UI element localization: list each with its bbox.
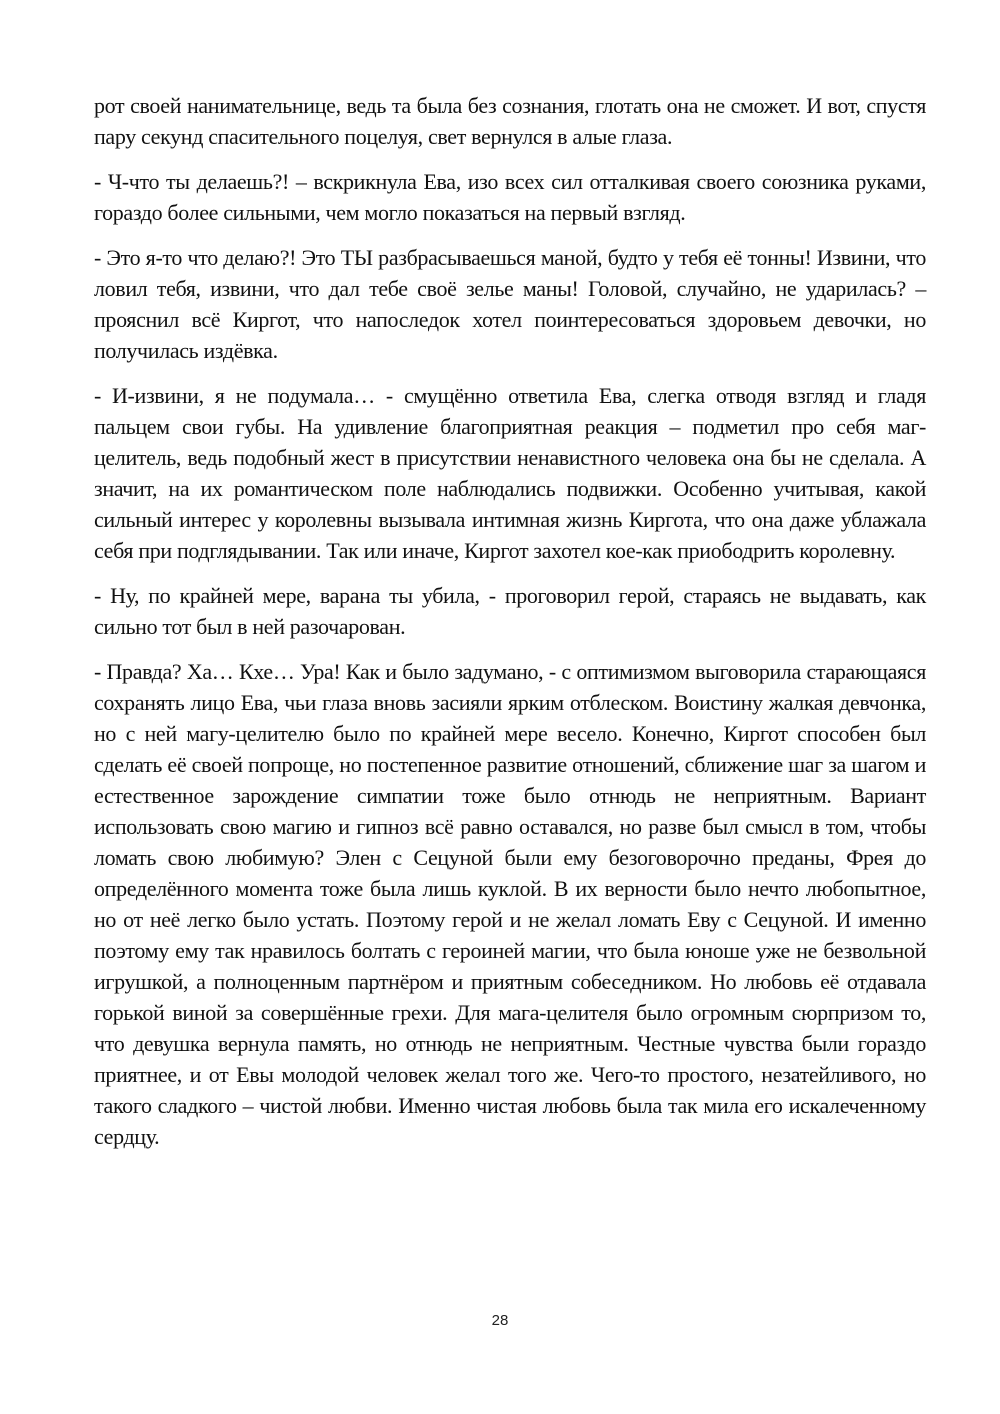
paragraph-1: рот своей нанимательнице, ведь та была без сознания, глотать она не сможет. И вот, спустя пару секунд спасительного поцелуя, свет вернулся в алые глаза.	[94, 93, 926, 149]
paragraph-4: - И-извини, я не подумала… - смущённо ответила Ева, слегка отводя взгляд и гладя пальцем свои губы. На удивление благоприятная реакция – подметил про себя маг-целитель, ведь подобный жест в присутствии ненавистного человека она бы не сделала. А значит, на их романтическом поле наблюдались подвижки. Особенно учитывая, какой сильный интерес у королевны вызывала интимная жизнь Киргота, что она даже ублажала себя при подглядывании. Так или иначе, Киргот захотел кое-как приободрить королевну.	[94, 383, 926, 563]
page-body-text	[94, 90, 926, 1152]
paragraph-6: - Правда? Ха… Кхе… Ура! Как и было задумано, - с оптимизмом выговорила старающаяся сохранять лицо Ева, чьи глаза вновь засияли ярким отблеском. Воистину жалкая девчонка, но с ней магу-целителю было по крайней мере весело. Конечно, Киргот способен был сделать её своей попроще, но постепенное развитие отношений, сближение шаг за шагом и естественное зарождение симпатии тоже было отнюдь не неприятным. Вариант использовать свою магию и гипноз всё равно оставался, но разве был смысл в том, чтобы ломать свою любимую? Элен с Сецуной были ему безоговорочно преданы, Фрея до определённого момента тоже была лишь куклой. В их верности было нечто любопытное, но от неё легко было устать. Поэтому герой и не желал ломать Еву с Сецуной. И именно поэтому ему так нравилось болтать с героиней магии, что была юноше уже не безвольной игрушкой, а полноценным партнёром и приятным собеседником. Но любовь её отдавала горькой виной за совершённые грехи. Для мага-целителя было огромным сюрпризом то, что девушка вернула память, но отнюдь не неприятным. Честные чувства были гораздо приятнее, и от Евы молодой человек желал того же. Чего-то простого, незатейливого, но такого сладкого – чистой любви. Именно чистая любовь была так мила его искалеченному сердцу.	[94, 659, 926, 1149]
paragraph-5: - Ну, по крайней мере, варана ты убила, - проговорил герой, стараясь не выдавать, как сильно тот был в ней разочарован.	[94, 583, 926, 639]
paragraph-3: - Это я-то что делаю?! Это ТЫ разбрасываешься маной, будто у тебя её тонны! Извини, что ловил тебя, извини, что дал тебе своё зелье маны! Головой, случайно, не ударилась? – прояснил всё Киргот, что напоследок хотел поинтересоваться здоровьем девочки, но получилась издёвка.	[94, 245, 926, 363]
page-number: 28	[491, 1312, 509, 1329]
paragraph-2: - Ч-что ты делаешь?! – вскрикнула Ева, изо всех сил отталкивая своего союзника руками, гораздо более сильными, чем могло показаться на первый взгляд.	[94, 169, 926, 225]
